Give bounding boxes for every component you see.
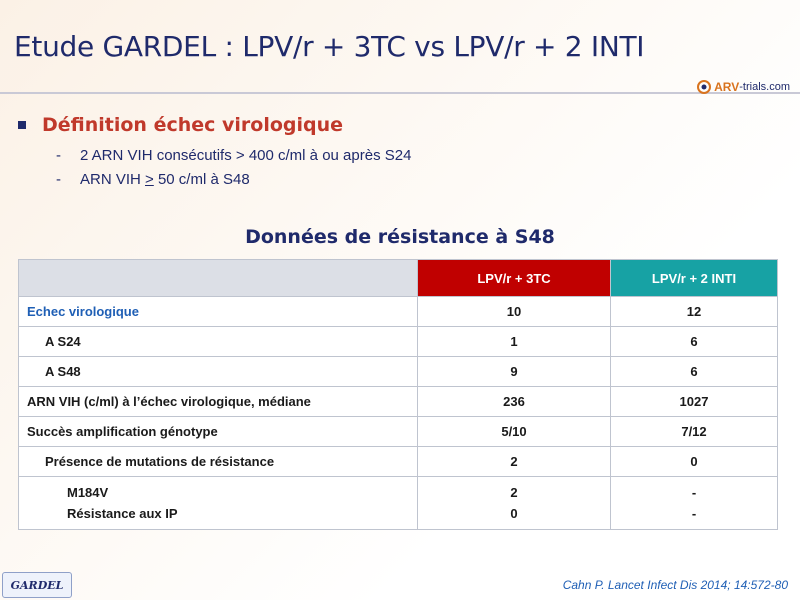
definition-item-text-post: 50 c/ml à S48 (153, 171, 250, 188)
dash-marker: - (56, 147, 61, 164)
row-label-ip-resistance: Résistance aux IP (67, 506, 178, 521)
dash-marker: - (56, 171, 61, 188)
row-label: A S48 (19, 357, 418, 387)
table-row (19, 297, 778, 327)
slide-title: Etude GARDEL : LPV/r + 3TC vs LPV/r + 2 INTI (14, 30, 645, 63)
definition-item-text-pre: ARN VIH (80, 171, 146, 188)
table-row (19, 447, 778, 477)
cell-value-ip: 0 (510, 506, 518, 521)
gardel-badge: GARDEL (2, 572, 72, 598)
cell-value: 9 (418, 357, 611, 387)
row-label-m184v: M184V (67, 485, 109, 500)
table-row (19, 477, 778, 530)
definition-item-text: 2 ARN VIH consécutifs > 400 c/ml à ou après S24 (80, 147, 412, 164)
arv-logo-icon (697, 80, 711, 94)
cell-value (418, 477, 611, 530)
table-row (19, 357, 778, 387)
cell-value-m184v: - (691, 485, 697, 500)
definition-heading-bullet (18, 114, 343, 136)
cell-value: 2 (418, 447, 611, 477)
cell-value: 236 (418, 387, 611, 417)
table-row (19, 327, 778, 357)
table-header-row (19, 260, 778, 297)
row-label: ARN VIH (c/ml) à l’échec virologique, médiane (19, 387, 418, 417)
definition-heading: Définition échec virologique (42, 114, 344, 136)
logo-text-arv: ARV (714, 80, 740, 94)
row-label: Echec virologique (19, 297, 418, 327)
row-label: Succès amplification génotype (19, 417, 418, 447)
cell-value: 0 (611, 447, 778, 477)
cell-value: 5/10 (418, 417, 611, 447)
row-label: Présence de mutations de résistance (19, 447, 418, 477)
arv-trials-logo (697, 80, 790, 94)
cell-value: 10 (418, 297, 611, 327)
definition-item-1 (56, 147, 411, 164)
header-lpvr-3tc: LPV/r + 3TC (418, 260, 611, 297)
table-row (19, 417, 778, 447)
header-lpvr-2inti: LPV/r + 2 INTI (611, 260, 778, 297)
resistance-table (18, 259, 778, 530)
cell-value: 7/12 (611, 417, 778, 447)
greater-equal-symbol: > (145, 171, 154, 188)
cell-value: 6 (611, 327, 778, 357)
table-row (19, 387, 778, 417)
row-label: A S24 (19, 327, 418, 357)
cell-value: 6 (611, 357, 778, 387)
row-label (19, 477, 418, 530)
cell-value-m184v: 2 (510, 485, 518, 500)
cell-value-ip: - (691, 506, 697, 521)
title-divider (0, 92, 800, 94)
cell-value: 12 (611, 297, 778, 327)
square-bullet-icon (18, 121, 26, 129)
cell-value: 1 (418, 327, 611, 357)
citation: Cahn P. Lancet Infect Dis 2014; 14:572-80 (562, 578, 788, 592)
header-blank-cell (19, 260, 418, 297)
cell-value: 1027 (611, 387, 778, 417)
table-title: Données de résistance à S48 (245, 226, 555, 248)
cell-value (611, 477, 778, 530)
definition-item-2 (56, 171, 250, 188)
logo-text-rest: -trials.com (739, 81, 790, 93)
